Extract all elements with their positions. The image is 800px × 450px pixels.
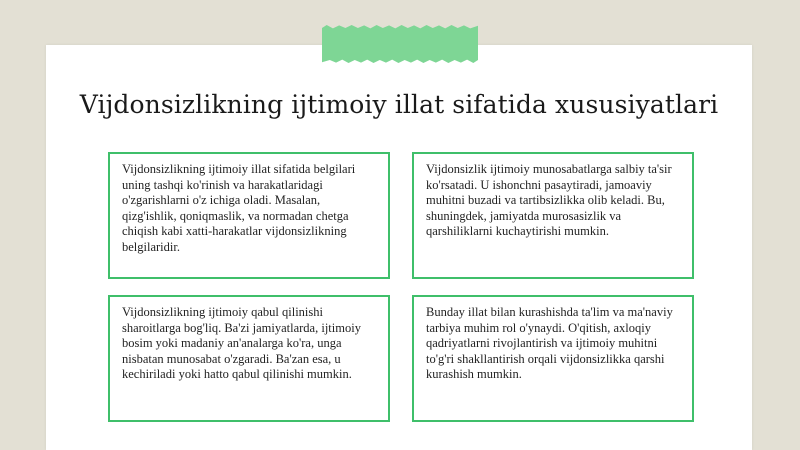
content-card-signs (108, 152, 390, 279)
content-card-social-impact (412, 152, 694, 279)
content-card-countermeasures (412, 295, 694, 422)
card-text: Vijdonsizlik ijtimoiy munosabatlarga salbiy ta'sir ko'rsatadi. U ishonchni pasaytiradi, jamoaviy muhitni buzadi va tartibsizlikka olib keladi. Bu, shuningdek, jamiyatda murosasizlik va qarshiliklarni kuchaytirishi mumkin. (426, 162, 672, 238)
content-card-social-acceptance (108, 295, 390, 422)
slide-title: Vijdonsizlikning ijtimoiy illat sifatida xususiyatlari (79, 90, 719, 119)
decorative-tape (322, 25, 478, 63)
card-text: Vijdonsizlikning ijtimoiy qabul qilinishi sharoitlarga bog'liq. Ba'zi jamiyatlarda, ijtimoiy bosim yoki madaniy an'analarga ko'ra, unga nisbatan munosabat o'zgaradi. Ba'zan esa, u kechiriladi yoki hatto qabul qilinishi mumkin. (122, 305, 361, 381)
card-text: Bunday illat bilan kurashishda ta'lim va ma'naviy tarbiya muhim rol o'ynaydi. O'qitish, axloqiy qadriyatlarni rivojlantirish va ijtimoiy muhitni to'g'ri shakllantirish orqali vijdonsizlikka qarshi kurashish mumkin. (426, 305, 673, 381)
card-text: Vijdonsizlikning ijtimoiy illat sifatida belgilari uning tashqi ko'rinish va harakatlaridagi o'zgarishlarni o'z ichiga oladi. Masalan, qizg'ishlik, qoniqmaslik, va normadan chetga chiqish kabi xatti-harakatlar vijdonsizlikning belgilaridir. (122, 162, 356, 254)
